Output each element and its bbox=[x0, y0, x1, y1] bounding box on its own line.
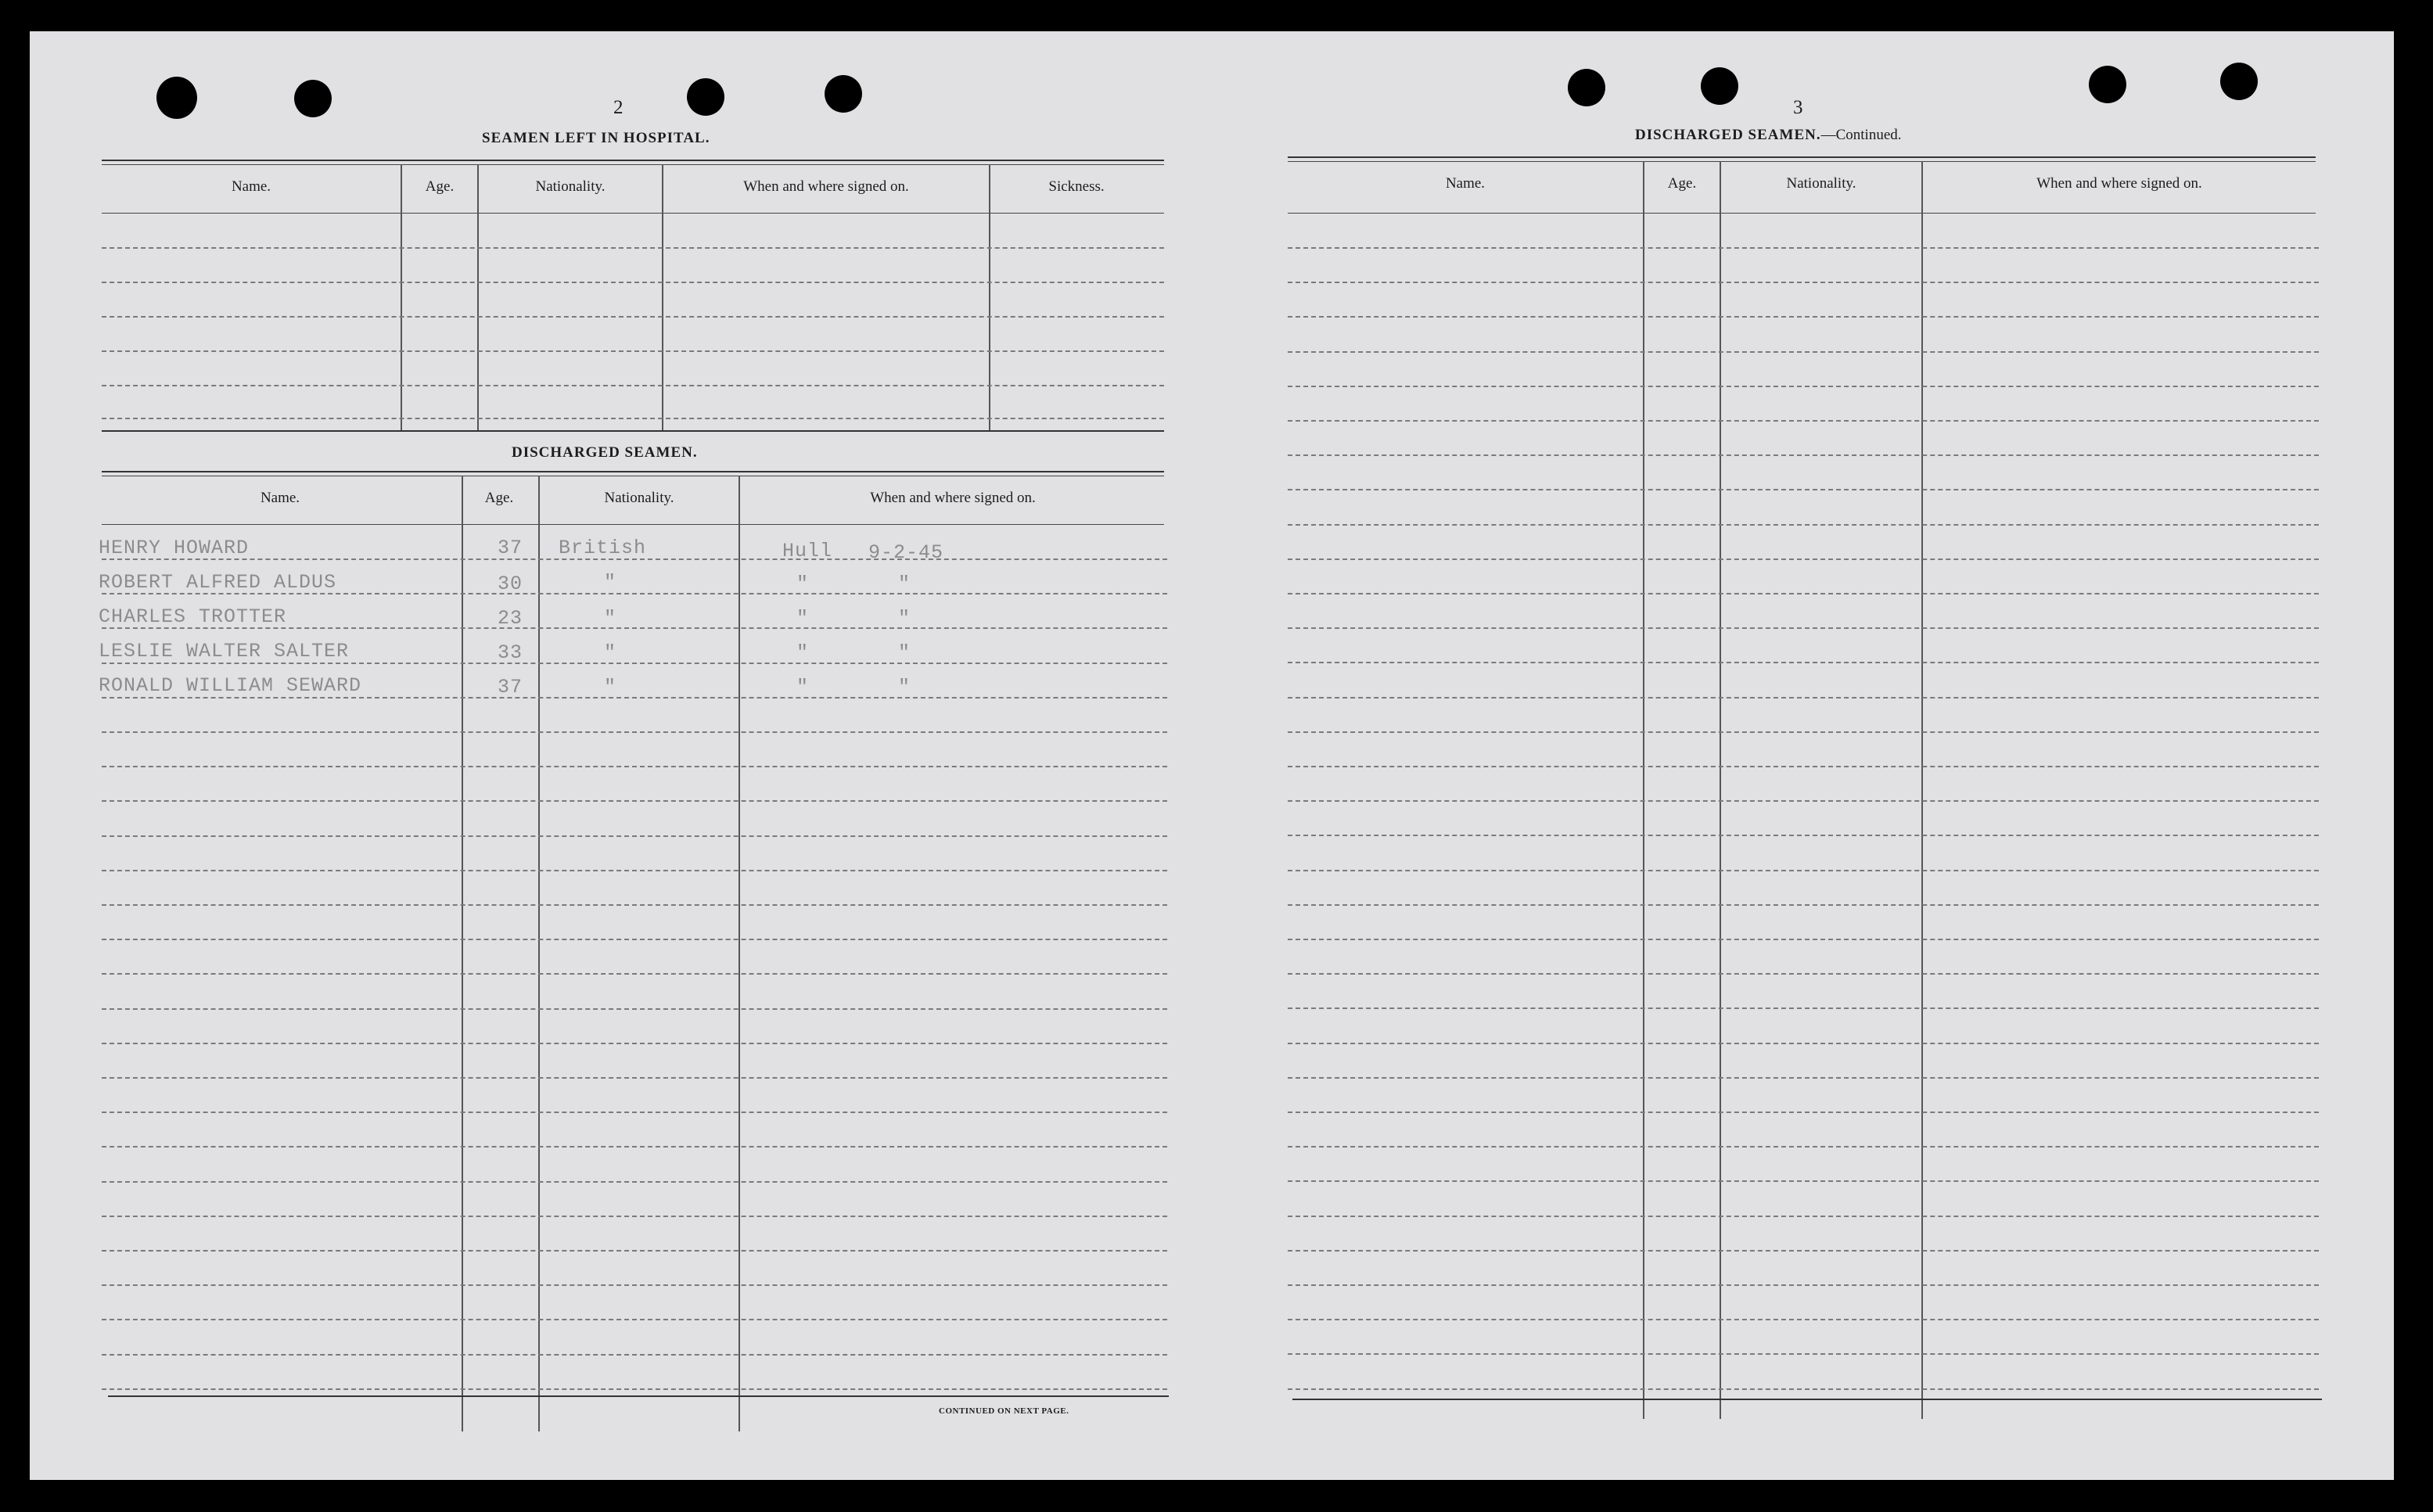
entry-when: " bbox=[898, 607, 911, 630]
entry-line bbox=[1288, 558, 2319, 560]
entry-line bbox=[1288, 247, 2319, 249]
entry-when: " bbox=[898, 573, 911, 595]
entry-line bbox=[102, 418, 1164, 419]
entry-line bbox=[1288, 489, 2319, 490]
hospital-col-sickness: Sickness. bbox=[1048, 178, 1105, 195]
entry-line bbox=[1288, 939, 2319, 940]
entry-line bbox=[102, 1008, 1167, 1010]
column-divider bbox=[462, 476, 463, 1431]
entry-line bbox=[102, 1388, 1167, 1390]
entry-age: 30 bbox=[498, 573, 523, 595]
page-number-right: 3 bbox=[1793, 97, 1803, 118]
entry-line bbox=[1288, 1146, 2319, 1147]
entry-line bbox=[1288, 697, 2319, 699]
title-suffix: —Continued. bbox=[1820, 127, 1902, 143]
entry-line bbox=[102, 1077, 1167, 1079]
hospital-col-age: Age. bbox=[425, 178, 455, 195]
entry-line bbox=[1288, 1007, 2319, 1009]
rule bbox=[102, 430, 1164, 432]
entry-line bbox=[1288, 1353, 2319, 1355]
entry-when: 9-2-45 bbox=[868, 541, 944, 564]
entry-line bbox=[102, 1146, 1167, 1147]
entry-line bbox=[102, 385, 1164, 386]
entry-line bbox=[1288, 386, 2319, 387]
entry-line bbox=[102, 350, 1164, 352]
entry-line bbox=[1288, 1216, 2319, 1217]
entry-line bbox=[1288, 1250, 2319, 1252]
discharged-col-name: Name. bbox=[260, 490, 300, 506]
entry-line bbox=[102, 697, 1167, 699]
column-divider bbox=[662, 164, 663, 430]
entry-line bbox=[1288, 1284, 2319, 1286]
entry-line bbox=[1288, 593, 2319, 594]
column-divider bbox=[401, 164, 402, 430]
entry-nationality: British bbox=[559, 537, 647, 559]
entry-age: 37 bbox=[498, 537, 523, 559]
entry-line bbox=[102, 1043, 1167, 1044]
entry-when: " bbox=[898, 641, 911, 664]
entry-when: " bbox=[898, 676, 911, 699]
entry-nationality: " bbox=[604, 676, 617, 699]
rule bbox=[1288, 156, 2316, 158]
column-divider bbox=[1921, 161, 1923, 1419]
entry-line bbox=[1288, 835, 2319, 836]
entry-line bbox=[1288, 800, 2319, 802]
entry-where: Hull bbox=[782, 540, 833, 562]
entry-line bbox=[102, 800, 1167, 802]
hospital-col-nationality: Nationality. bbox=[535, 178, 606, 195]
punch-hole bbox=[2220, 63, 2258, 100]
right-col-age: Age. bbox=[1667, 175, 1697, 192]
hospital-col-signed-on: When and where signed on. bbox=[743, 178, 909, 195]
entry-line bbox=[102, 282, 1164, 283]
hospital-section-title: SEAMEN LEFT IN HOSPITAL. bbox=[482, 130, 710, 146]
punch-hole bbox=[825, 75, 862, 113]
entry-name: CHARLES TROTTER bbox=[99, 605, 287, 628]
punch-hole bbox=[1568, 69, 1605, 106]
rule bbox=[102, 471, 1164, 472]
punch-hole bbox=[2089, 66, 2126, 103]
entry-line bbox=[1288, 454, 2319, 456]
entry-line bbox=[1288, 662, 2319, 663]
hospital-col-name: Name. bbox=[231, 178, 271, 195]
right-col-signed-on: When and where signed on. bbox=[2036, 175, 2202, 192]
entry-name: LESLIE WALTER SALTER bbox=[99, 640, 350, 663]
column-divider bbox=[477, 164, 479, 430]
entry-line bbox=[1288, 282, 2319, 283]
ledger-sheet bbox=[30, 31, 2394, 1480]
entry-nationality: " bbox=[604, 607, 617, 630]
rule bbox=[1292, 1399, 2322, 1400]
column-divider bbox=[538, 476, 540, 1431]
entry-line bbox=[1288, 731, 2319, 733]
entry-line bbox=[102, 1319, 1167, 1320]
column-divider bbox=[1643, 161, 1644, 1419]
entry-where: " bbox=[796, 573, 810, 595]
rule bbox=[108, 1395, 1169, 1397]
punch-hole bbox=[687, 78, 724, 116]
entry-line bbox=[1288, 1388, 2319, 1390]
rule bbox=[1288, 161, 2316, 162]
rule bbox=[1288, 213, 2316, 214]
rule bbox=[102, 524, 1164, 525]
entry-line bbox=[102, 1216, 1167, 1217]
discharged-col-age: Age. bbox=[484, 490, 514, 506]
entry-line bbox=[1288, 420, 2319, 422]
entry-name: HENRY HOWARD bbox=[99, 537, 250, 559]
entry-line bbox=[102, 1354, 1167, 1356]
entry-line bbox=[102, 1250, 1167, 1252]
discharged-col-signed-on: When and where signed on. bbox=[870, 490, 1036, 506]
entry-line bbox=[102, 1112, 1167, 1113]
punch-hole bbox=[1701, 67, 1738, 105]
entry-where: " bbox=[796, 676, 810, 699]
page-number-left: 2 bbox=[613, 97, 624, 118]
entry-nationality: " bbox=[604, 571, 617, 594]
entry-line bbox=[102, 1181, 1167, 1183]
title-text: DISCHARGED SEAMEN. bbox=[1635, 127, 1821, 143]
entry-where: " bbox=[796, 641, 810, 664]
entry-line bbox=[102, 973, 1167, 975]
entry-line bbox=[1288, 870, 2319, 871]
entry-line bbox=[102, 904, 1167, 906]
entry-line bbox=[102, 835, 1167, 837]
entry-line bbox=[1288, 1319, 2319, 1320]
entry-line bbox=[1288, 627, 2319, 629]
entry-line bbox=[1288, 524, 2319, 526]
column-divider bbox=[739, 476, 740, 1431]
entry-line bbox=[102, 939, 1167, 940]
punch-hole bbox=[156, 77, 197, 119]
entry-where: " bbox=[796, 607, 810, 630]
right-col-nationality: Nationality. bbox=[1786, 175, 1856, 192]
punch-hole bbox=[294, 80, 332, 117]
entry-line bbox=[102, 731, 1167, 733]
discharged-col-nationality: Nationality. bbox=[604, 490, 674, 506]
discharged-continued-title bbox=[1635, 127, 1902, 144]
entry-age: 37 bbox=[498, 676, 523, 699]
entry-line bbox=[102, 247, 1164, 249]
entry-line bbox=[102, 1284, 1167, 1286]
entry-age: 33 bbox=[498, 641, 523, 664]
discharged-section-title: DISCHARGED SEAMEN. bbox=[512, 444, 698, 461]
entry-line bbox=[1288, 316, 2319, 318]
entry-line bbox=[1288, 1043, 2319, 1044]
entry-line bbox=[102, 870, 1167, 871]
entry-line bbox=[1288, 1112, 2319, 1113]
right-col-name: Name. bbox=[1445, 175, 1486, 192]
entry-nationality: " bbox=[604, 641, 617, 664]
entry-name: RONALD WILLIAM SEWARD bbox=[99, 674, 362, 697]
entry-line bbox=[1288, 766, 2319, 767]
entry-line bbox=[1288, 351, 2319, 353]
continued-note: CONTINUED ON NEXT PAGE. bbox=[939, 1406, 1069, 1416]
entry-name: ROBERT ALFRED ALDUS bbox=[99, 571, 337, 594]
entry-line bbox=[1288, 1180, 2319, 1182]
rule bbox=[102, 160, 1164, 161]
column-divider bbox=[989, 164, 990, 430]
column-divider bbox=[1720, 161, 1721, 1419]
entry-line bbox=[1288, 1077, 2319, 1079]
entry-line bbox=[1288, 904, 2319, 906]
entry-age: 23 bbox=[498, 607, 523, 630]
entry-line bbox=[102, 316, 1164, 318]
entry-line bbox=[1288, 973, 2319, 975]
rule bbox=[102, 213, 1164, 214]
entry-line bbox=[102, 766, 1167, 767]
rule bbox=[102, 164, 1164, 165]
